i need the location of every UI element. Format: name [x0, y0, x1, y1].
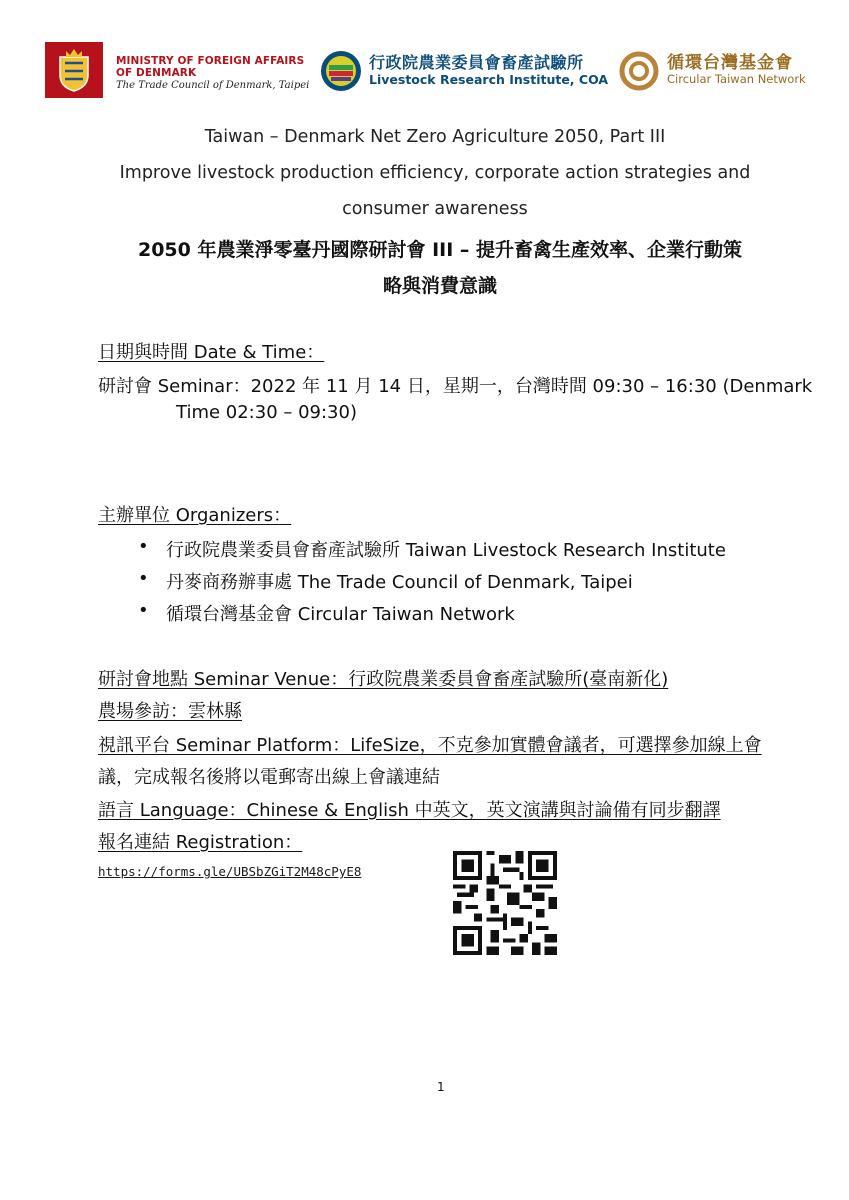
lri-logo-text [369, 53, 608, 87]
ctn-name-zh: 循環台灣基金會 [667, 53, 793, 73]
platform-line2: 議，完成報名後將以電郵寄出線上會議連結 [98, 767, 440, 788]
title-en-line1: Taiwan – Denmark Net Zero Agriculture 2050, Part III [204, 127, 666, 147]
title-en-line3: consumer awareness [342, 199, 528, 219]
lri-logo-icon [320, 50, 362, 92]
ctn-logo-text [667, 53, 806, 87]
mfa-line1: MINISTRY OF FOREIGN AFFAIRS [116, 55, 305, 67]
registration-heading: 報名連結 Registration： [98, 832, 303, 853]
ctn-logo-icon [619, 51, 659, 91]
mfa-line2: OF DENMARK [116, 67, 197, 80]
mfa-logo-text [116, 55, 309, 92]
qr-code-icon[interactable] [453, 851, 557, 955]
venue-line: 研討會地點 Seminar Venue：行政院農業委員會畜產試驗所(臺南新化) [98, 669, 669, 690]
organizer-label: 循環台灣基金會 Circular Taiwan Network [166, 604, 515, 625]
organizer-item [138, 600, 515, 626]
ctn-name-en: Circular Taiwan Network [667, 72, 806, 87]
organizer-label: 丹麥商務辦事處 The Trade Council of Denmark, Taipei [166, 572, 633, 593]
datetime-line2: Time 02:30 – 09:30) [176, 402, 357, 423]
lri-name-zh: 行政院農業委員會畜產試驗所 [369, 53, 584, 72]
organizers-heading: 主辦單位 Organizers： [98, 505, 292, 526]
title-en-line2: Improve livestock production efficiency, corporate action strategies and [119, 163, 751, 183]
platform-text1: 視訊平台 Seminar Platform：LifeSize，不克參加實體會議者，可選擇參加線上會 [98, 735, 762, 756]
danish-crest-icon [45, 42, 103, 98]
farm-visit-line: 農場參訪：雲林縣 [98, 701, 242, 722]
organizer-label: 行政院農業委員會畜產試驗所 Taiwan Livestock Research Institute [166, 540, 726, 561]
title-zh-line1: 2050 年農業淨零臺丹國際研討會 III – 提升畜禽生產效率、企業行動策 [137, 239, 743, 261]
language-line: 語言 Language：Chinese & English 中英文，英文演講與討論備有同步翻譯 [98, 800, 721, 821]
title-zh-line2: 略與消費意識 [382, 275, 497, 297]
lri-name-en: Livestock Research Institute, COA [369, 72, 609, 88]
platform-line1 [98, 731, 762, 757]
organizer-item [138, 568, 633, 594]
registration-link[interactable]: https://forms.gle/UBSbZGiT2M48cPyE8 [98, 864, 362, 879]
datetime-heading: 日期與時間 Date & Time： [98, 342, 325, 363]
datetime-line1: 研討會 Seminar：2022 年 11 月 14 日，星期一，台灣時間 09:30 – 16:30 (Denmark [98, 376, 813, 397]
page-number: 1 [437, 1080, 445, 1094]
organizer-item [138, 536, 726, 562]
mfa-line3: The Trade Council of Denmark, Taipei [116, 80, 310, 92]
